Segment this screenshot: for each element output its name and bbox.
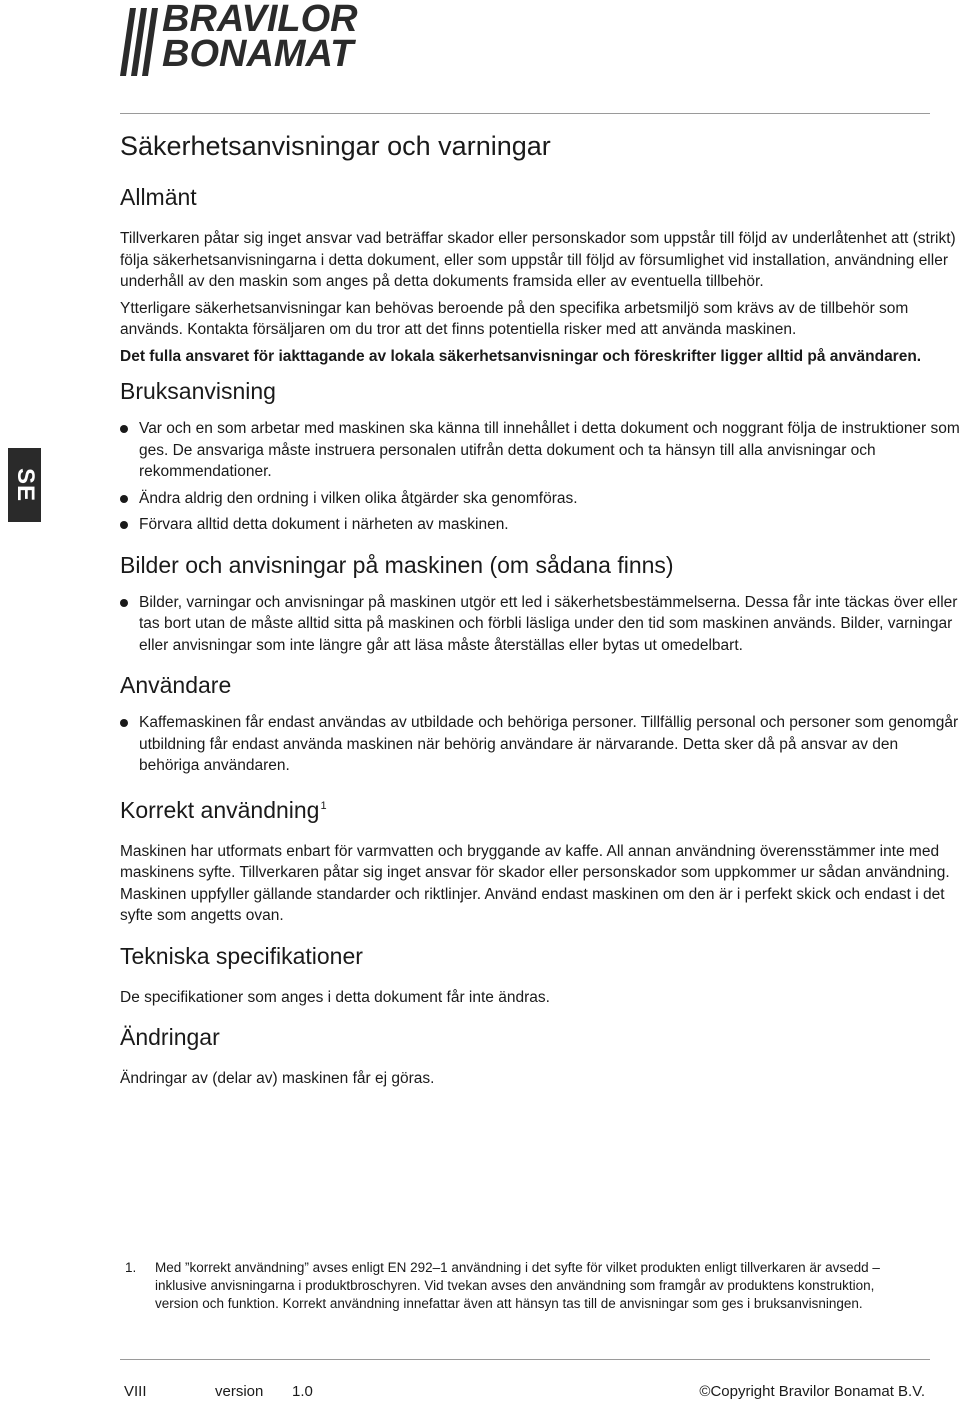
allmant-paragraph-2: Ytterligare säkerhetsanvisningar kan behövas beroende på den specifika arbetsmiljö som krävs av de tillbehör som används. Kontakta försäljaren om du tror att det finns potentiella risker med att använda maskinen. [120,299,909,338]
heading-anvandare: Användare [120,672,232,698]
footnote-number: 1. [125,1260,137,1275]
allmant-paragraph-3: Det fulla ansvaret för iakttagande av lokala säkerhetsanvisningar och föreskrifter ligger alltid på användaren. [120,347,922,365]
allmant-paragraph-1: Tillverkaren påtar sig inget ansvar vad beträffar skador eller personskador som uppstår till följd av underlåtenhet att (strikt) följa säkerhetsanvisningarna i detta dokument, eller som uppstår till följd av försumlighet vid installation, användning eller underhåll av den maskin som anges på detta dokuments framsida eller av eventuella tillbehör. [120,230,956,290]
heading-korrekt-text: Korrekt användning [120,796,320,823]
footnote [120,1259,910,1313]
heading-bilder: Bilder och anvisningar på maskinen (om sådana finns) [120,551,674,578]
anvandare-list [120,712,960,777]
logo-line-1: BRAVILOR [162,0,358,40]
footnote-ref: 1 [320,799,327,812]
andringar-paragraph: Ändringar av (delar av) maskinen får ej göras. [120,1070,435,1087]
bilder-list [120,592,960,657]
page-number: VIII [124,1383,147,1400]
list-item: Bilder, varningar och anvisningar på maskinen utgör ett led i säkerhetsbestämmelserna. Dessa får inte täckas över eller tas bort utan de måste alltid sitta på maskinen och förbli läsliga under den tid som maskinen används. Bilder, varningar eller anvisningar som inte längre går att läsa måste återställas eller bytas ut omedelbart. [120,592,960,657]
page-footer [120,1383,925,1405]
list-item: Förvara alltid detta dokument i närheten av maskinen. [120,514,960,536]
bravilor-bonamat-logo [120,0,410,80]
list-item: Var och en som arbetar med maskinen ska känna till innehållet i detta dokument och noggrant följa de instruktioner som ges. De ansvariga måste instruera personalen utifrån detta dokument och ta hänsyn till alla anvisningar och rekommendationer. [120,418,960,483]
top-divider [120,113,930,114]
bottom-divider [120,1359,930,1360]
copyright-text: ©Copyright Bravilor Bonamat B.V. [699,1383,925,1400]
logo-line-2: BONAMAT [162,33,354,75]
list-item: Ändra aldrig den ordning i vilken olika åtgärder ska genomföras. [120,488,960,510]
tekniska-paragraph: De specifikationer som anges i detta dokument får inte ändras. [120,988,550,1006]
language-tab-label: SE [11,467,39,503]
heading-bruksanvisning: Bruksanvisning [120,378,276,404]
footnote-text: Med ”korrekt användning” avses enligt EN 292–1 användning i det syfte för vilket produkten enligt tillverkaren är avsedd – inklusive anvisningarna i produktbroschyren. Vid tvekan avses den användning som framgår av produktens konstruktion, version och funktion. Korrekt användning innefattar även att hänsyn tas till de anvisningar som ges i bruksanvisningen. [155,1260,880,1311]
heading-korrekt-anvandning [120,791,960,825]
list-item: Kaffemaskinen får endast användas av utbildade och behöriga personer. Tillfällig personal och personer som genomgår utbildning får endast använda maskinen när behörig användare är närvarande. Detta sker då på ansvar av den behöriga användaren. [120,712,960,777]
main-content [120,126,960,1090]
korrekt-paragraph: Maskinen har utformats enbart för varmvatten och bryggande av kaffe. All annan användning överensstämmer inte med maskinens syfte. Tillverkaren påtar sig inget ansvar för skador eller personskador som uppkommer ur sådan användning. Maskinen uppfyller gällande standarder och riktlinjer. Använd endast maskinen om den är i perfekt skick och endast i det syfte som angetts ovan. [120,842,950,924]
heading-tekniska: Tekniska specifikationer [120,942,363,969]
heading-andringar: Ändringar [120,1024,220,1050]
bruksanvisning-list [120,418,960,536]
language-tab [8,448,41,522]
logo-stripes-icon [120,8,168,76]
version-number: 1.0 [292,1383,313,1400]
version-label: version [215,1383,264,1400]
logo-wordmark [162,0,358,75]
heading-allmant: Allmänt [120,184,197,210]
page-title: Säkerhetsanvisningar och varningar [120,131,551,161]
